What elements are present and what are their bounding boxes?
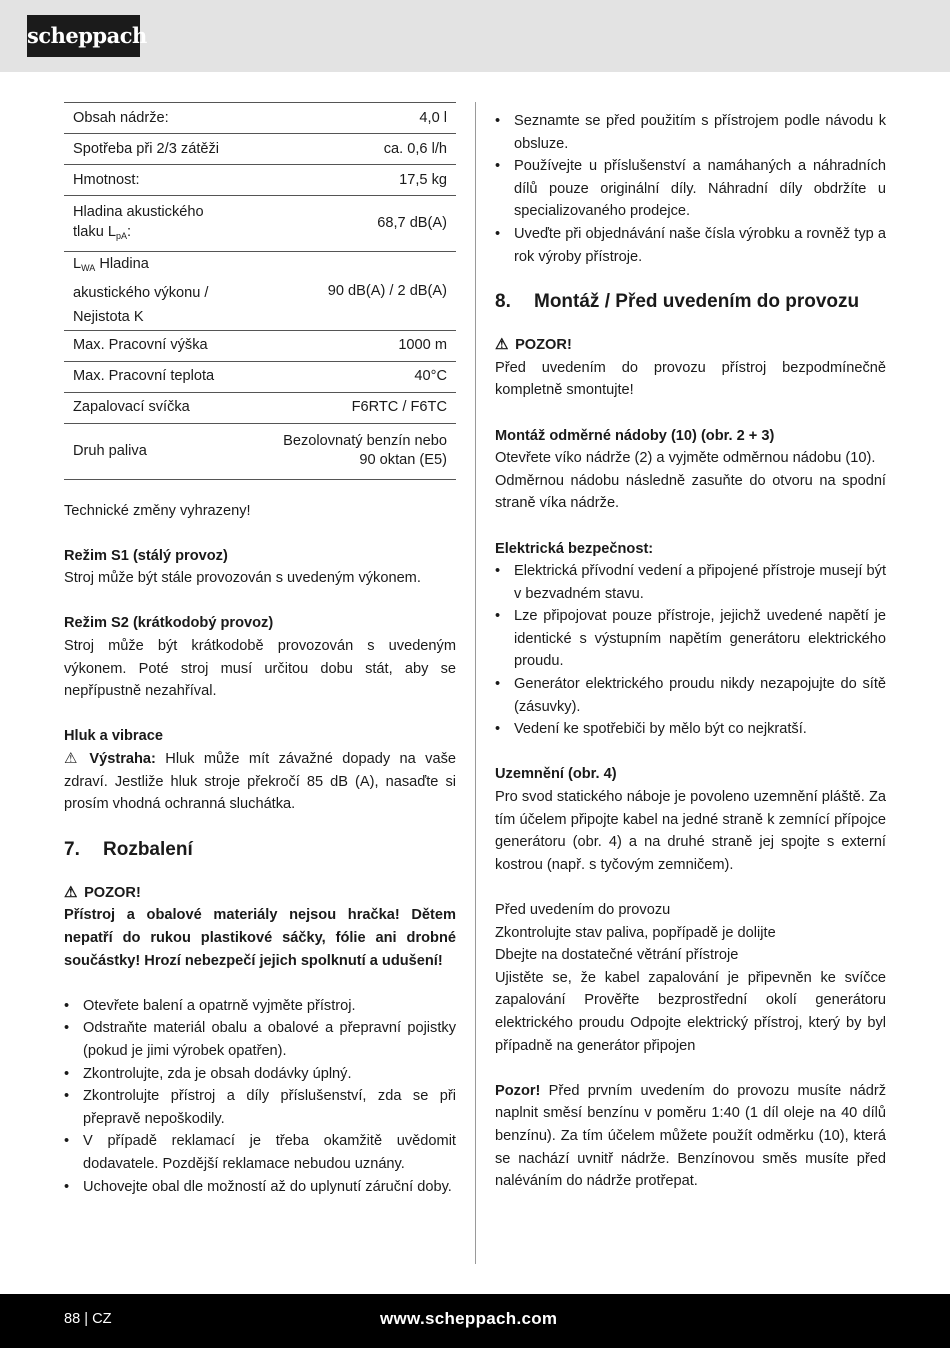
list-item: • Odstraňte materiál obalu a obalové a přepravní pojistky (pokud je jimi výrobek opatřen). — [64, 1017, 456, 1062]
warning-icon: ⚠ — [495, 336, 509, 354]
pre-line-3: Dbejte na dostatečné větrání přístroje — [495, 947, 739, 964]
list-item: • Elektrická přívodní vedení a připojené přístroje musejí být v bezvadném stavu. — [495, 560, 886, 605]
ground-title: Uzemnění (obr. 4) — [495, 766, 617, 783]
s1-text: Stroj může být stále provozován s uvedeným výkonem. — [64, 570, 421, 587]
tech-note: Technické změny vyhrazeny! — [64, 502, 251, 519]
caution-text: Přístroj a obalové materiály nejsou hračka! Dětem nepatří do rukou plastikové sáčky, fólie ani drobné součástky! Hrozí nebezpečí jejich spolknutí a udušení! — [64, 907, 456, 969]
noise-text: ⚠ Výstraha: Hluk může mít závažné dopady na vaše zdraví. Jestliže hluk stroje překročí 85 dB (A), nasaďte si prosím vhodná ochranná sluchátka. — [64, 750, 456, 813]
column-divider — [475, 102, 476, 1264]
table-row: Hladina akustického tlaku $L_{pA}$: 68,7 dB(A) — [64, 196, 456, 252]
footer-bar — [0, 1294, 950, 1348]
list-item: • Uchovejte obal dle možností až do uplynutí záruční doby. — [64, 1176, 456, 1199]
page-number: 88 | CZ — [64, 1311, 112, 1327]
elec-title: Elektrická bezpečnost: — [495, 540, 654, 557]
s2-text: Stroj může být krátkodobě provozován s uvedeným výkonem. Poté stroj musí určitou dobu stát, aby se nepřípustně nezahříval. — [64, 638, 456, 700]
s2-title: Režim S2 (krátkodobý provoz) — [64, 615, 274, 632]
mount-title: Montáž odměrné nádoby (10) (obr. 2 + 3) — [495, 427, 775, 444]
section-7-heading: 7. Rozbalení — [64, 838, 193, 860]
warning-icon: ⚠ — [64, 883, 78, 901]
table-row: Obsah nádrže: 4,0 l — [64, 103, 456, 134]
table-row: Zapalovací svíčka F6RTC / F6TC — [64, 392, 456, 423]
caution-label: ⚠ POZOR! — [495, 334, 886, 357]
table-row: Spotřeba při 2/3 zátěži ca. 0,6 l/h — [64, 134, 456, 165]
list-item: • Seznamte se před použitím s přístrojem podle návodu k obsluze. — [495, 110, 886, 155]
unpack-list — [64, 995, 456, 1198]
ground-text: Pro svod statického náboje je povoleno uzemnění pláště. Za tím účelem připojte kabel na jedné straně k zemnící přípojce generátoru (obr. 4) a na druhé straně jej spojte s externí kostrou (např. s tyčovým zemničem). — [495, 789, 886, 873]
list-item: • Zkontrolujte, zda je obsah dodávky úplný. — [64, 1063, 456, 1086]
section-8-heading: 8. Montáž / Před uvedením do provozu — [495, 291, 860, 313]
pre-line-2: Zkontrolujte stav paliva, popřípadě je dolijte — [495, 924, 776, 941]
table-row: Max. Pracovní výška 1000 m — [64, 330, 456, 361]
list-item: • Generátor elektrického proudu nikdy nezapojujte do sítě (zásuvky). — [495, 673, 886, 718]
brand-logo: scheppach — [27, 15, 140, 57]
warning-icon: ⚠ — [64, 750, 78, 768]
mount-text-1: Otevřete víko nádrže (2) a vyjměte odměrnou nádobu (10). — [495, 450, 876, 467]
mount-text-2: Odměrnou nádobu následně zasuňte do otvoru na spodní straně víka nádrže. — [495, 472, 886, 512]
caution-label: ⚠ POZOR! — [64, 882, 456, 905]
table-row: $L_{WA}$ Hladina akustického výkonu / Nejistota K 90 dB(A) / 2 dB(A) — [64, 252, 456, 331]
elec-list — [495, 560, 886, 741]
left-column — [64, 102, 456, 1198]
list-item: • Lze připojovat pouze přístroje, jejichž uvedené napětí je identické s výstupním napětím generátoru elektrického proudu. — [495, 605, 886, 673]
pozor-text: Pozor! Před prvním uvedením do provozu musíte nádrž naplnit směsí benzínu v poměru 1:40 (1 díl oleje na 40 dílů benzínu). Za tím účelem můžete použít odměrku (10), která se nachází uvnitř nádrže. Benzínovou směs musíte před naléváním do nádrže protřepat. — [495, 1082, 886, 1190]
right-column — [495, 110, 886, 1193]
list-item: • Používejte u příslušenství a namáhaných a náhradních dílů pouze originální díly. Náhradní díly obdržíte u specializovaného prodejce. — [495, 155, 886, 223]
table-row: Max. Pracovní teplota 40°C — [64, 361, 456, 392]
list-item: • Otevřete balení a opatrně vyjměte přístroj. — [64, 995, 456, 1018]
pre-line-4: Ujistěte se, že kabel zapalování je připevněn ke svíčce zapalování Prověřte bezprostřední okolí generátoru elektrického proudu Odpojte elektrický přístroj, který by byl případně na generátor připojen — [495, 969, 886, 1054]
intro-list — [495, 110, 886, 268]
website-url: www.scheppach.com — [380, 1309, 558, 1328]
list-item: • Vedení ke spotřebiči by mělo být co nejkratší. — [495, 718, 886, 741]
list-item: • V případě reklamací je třeba okamžitě uvědomit dodavatele. Pozdější reklamace nebudou uznány. — [64, 1130, 456, 1175]
pre-line-1: Před uvedením do provozu — [495, 902, 671, 918]
specs-table — [64, 102, 456, 480]
caution-text: Před uvedením do provozu přístroj bezpodmínečně kompletně smontujte! — [495, 359, 886, 399]
table-row: Hmotnost: 17,5 kg — [64, 165, 456, 196]
noise-title: Hluk a vibrace — [64, 728, 163, 745]
list-item: • Uveďte při objednávání naše čísla výrobku a rovněž typ a rok výroby přístroje. — [495, 223, 886, 268]
s1-title: Režim S1 (stálý provoz) — [64, 547, 228, 564]
list-item: • Zkontrolujte přístroj a díly příslušenství, zda se při přepravě nepoškodily. — [64, 1085, 456, 1130]
table-row: Druh paliva Bezolovnatý benzín nebo 90 oktan (E5) — [64, 423, 456, 479]
